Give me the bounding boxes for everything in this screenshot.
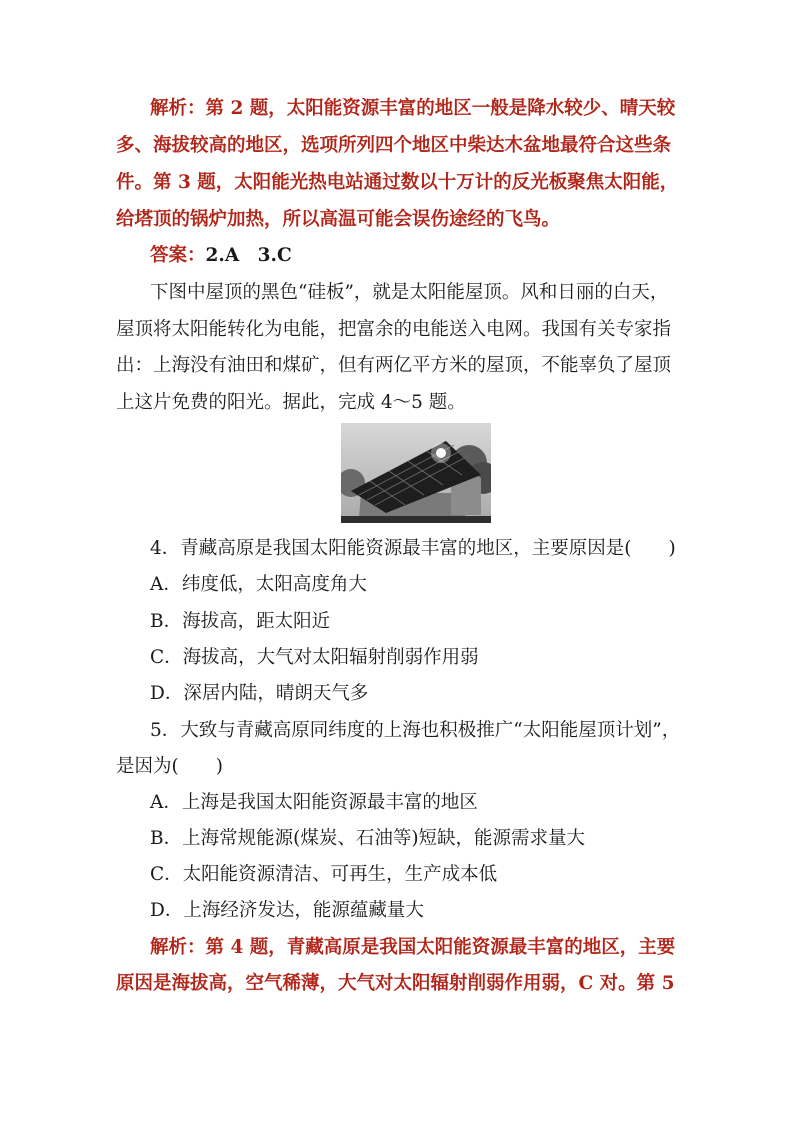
question-4-option-c: C．海拔高，大气对太阳辐射削弱作用弱 (150, 647, 479, 668)
intro-line-2: 屋顶将太阳能转化为电能，把富余的电能送入电网。我国有关专家指 (116, 319, 672, 340)
answer-line (150, 243, 686, 269)
explanation-1-line-1: 解析：第 2 题，太阳能资源丰富的地区一般是降水较少、晴天较 (150, 98, 676, 119)
question-4-stem: 4．青藏高原是我国太阳能资源最丰富的地区，主要原因是( ) (150, 538, 676, 559)
explanation-label: 解析： (150, 937, 206, 958)
question-4-option-a: A．纬度低，太阳高度角大 (150, 574, 367, 595)
question-5-option-b: B．上海常规能源(煤炭、石油等)短缺，能源需求量大 (150, 828, 586, 849)
question-5-stem-line-2: 是因为( ) (116, 756, 223, 777)
explanation-1-line-4: 给塔顶的锅炉加热，所以高温可能会误伤途经的飞鸟。 (116, 209, 561, 230)
answer-text: 2.A 3.C (205, 245, 292, 266)
answer-label: 答案： (150, 245, 206, 266)
explanation-label: 解析： (150, 98, 206, 119)
intro-line-1: 下图中屋顶的黑色“硅板”，就是太阳能屋顶。风和日丽的白天， (150, 282, 669, 303)
question-4-option-d: D．深居内陆，晴朗天气多 (150, 683, 369, 704)
explanation-2-line-1: 解析：第 4 题，青藏高原是我国太阳能资源最丰富的地区，主要 (150, 937, 676, 958)
question-5-option-c: C．太阳能资源清洁、可再生，生产成本低 (150, 864, 498, 885)
question-5-option-a: A．上海是我国太阳能资源最丰富的地区 (150, 792, 478, 813)
solar-roof-photo (341, 423, 491, 523)
intro-line-3: 出：上海没有油田和煤矿，但有两亿平方米的屋顶，不能辜负了屋顶 (116, 355, 672, 376)
question-4-option-b: B．海拔高，距太阳近 (150, 611, 331, 632)
explanation-2-line-2: 原因是海拔高，空气稀薄，大气对太阳辐射削弱作用弱，C 对。第 5 (116, 973, 675, 994)
explanation-1-line-2: 多、海拔较高的地区，选项所列四个地区中柴达木盆地最符合这些条 (116, 135, 672, 156)
intro-line-4: 上这片免费的阳光。据此，完成 4～5 题。 (116, 392, 466, 413)
solar-roof-illustration (341, 423, 491, 523)
question-5-stem-line-1: 5．大致与青藏高原同纬度的上海也积极推广“太阳能屋顶计划”， (150, 720, 681, 741)
explanation-1-line-3: 件。第 3 题，太阳能光热电站通过数以十万计的反光板聚焦太阳能， (116, 172, 679, 193)
question-5-option-d: D．上海经济发达，能源蕴藏量大 (150, 900, 424, 921)
